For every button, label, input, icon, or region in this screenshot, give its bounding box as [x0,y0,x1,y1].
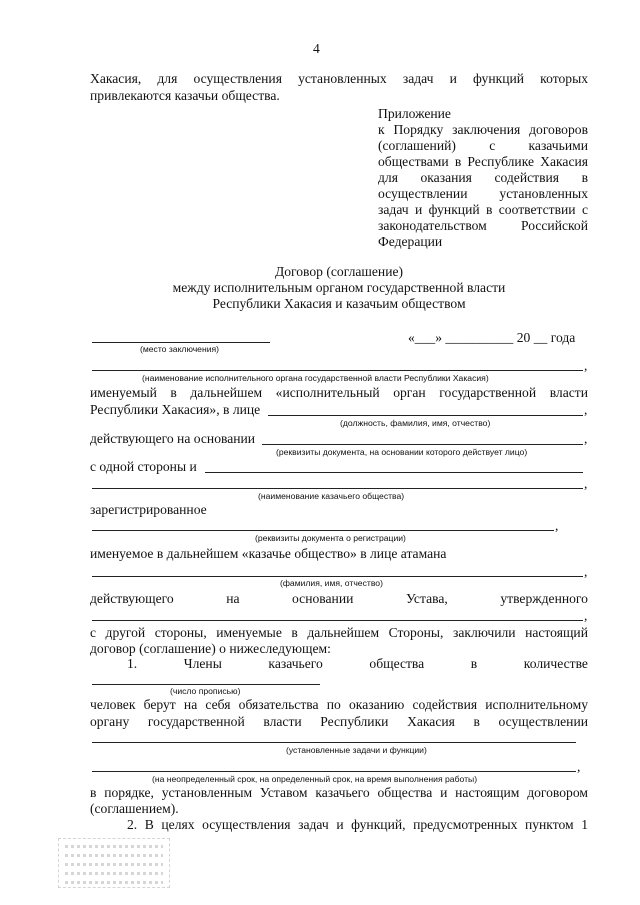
clause-1-line-1: 1. Члены казачьего общества в количестве [127,656,588,671]
one-side-underline [205,472,583,473]
registration-underline [92,530,554,531]
intro-line-2: привлекаются казачьи общества. [90,88,280,103]
appendix-line: осуществлении установленных [378,186,588,201]
caption-requisites: (реквизиты документа, на основании которого действует лицо) [276,447,528,457]
caption-registration: (реквизиты документа о регистрации) [255,533,406,543]
intro-line-1: Хакасия, для осуществления установленных задач и функций которых [90,71,588,86]
term-underline [92,771,576,772]
charter-underline [92,620,583,621]
clause-1-line-2: человек берут на себя обязательства по оказанию содействия исполнительному [90,697,588,712]
page-number: 4 [313,41,320,56]
appendix-line: задач и функций в соответствии с [378,202,588,217]
comma: , [584,358,588,373]
comma: , [577,759,581,774]
appendix-line: законодательством Российской [378,218,588,233]
person-underline [268,415,583,416]
appendix-line: обществами в Республике Хакасия [378,154,588,169]
one-side: с одной стороны и [90,459,197,474]
organ-underline [92,370,583,371]
place-underline [92,342,270,343]
comma: , [584,608,588,623]
comma: , [584,564,588,579]
basis-underline [262,444,583,445]
contract-subtitle-2: Республики Хакасия и казачьим обществом [212,296,466,311]
named-line-1: именуемый в дальнейшем «исполнительный орган государственной власти [90,385,588,400]
other-side-line-1: с другой стороны, именуемые в дальнейшем Стороны, заключили настоящий [90,625,588,640]
appendix-title: Приложение [378,106,451,121]
clause-1-line-4: в порядке, установленным Уставом казачьего общества и настоящим договором [90,785,588,800]
date-field: «___» __________ 20 __ года [408,330,576,345]
count-underline [92,684,320,685]
named-society: именуемое в дальнейшем «казачье общество» в лице атамана [90,546,447,561]
acting-charter-line: действующего на основании Устава, утвержденного [90,591,588,606]
appendix-line: к Порядку заключения договоров [378,122,588,137]
comma: , [584,431,588,446]
caption-place: (место заключения) [140,344,220,354]
comma: , [584,476,588,491]
contract-subtitle-1: между исполнительным органом государственной власти [172,280,506,295]
registration-stamp [58,838,170,888]
caption-tasks: (установленные задачи и функции) [286,745,427,755]
clause-2-line-1: 2. В целях осуществления задач и функций, предусмотренных пунктом 1 [127,817,588,832]
acting-on-basis: действующего на основании [90,431,256,446]
other-side-line-2: договор (соглашение) о нижеследующем: [90,641,331,656]
appendix-line: (соглашений) с казачьими [378,138,588,153]
named-line-2: Республики Хакасия», в лице [90,402,261,417]
ataman-underline [92,576,583,577]
tasks-underline [92,742,576,743]
clause-1-line-5: (соглашением). [90,801,179,816]
caption-fio: (фамилия, имя, отчество) [280,578,383,588]
comma: , [555,518,559,533]
caption-term: (на неопределенный срок, на определенный срок, на время выполнения работы) [152,774,478,784]
society-underline [92,488,583,489]
clause-1-line-3: органу государственной власти Республики Хакасия в осуществлении [90,714,588,729]
caption-organ: (наименование исполнительного органа государственной власти Республики Хакасия) [142,373,489,383]
appendix-line: Федерации [378,234,443,249]
appendix-text [378,122,588,250]
caption-society: (наименование казачьего общества) [258,491,405,501]
comma: , [584,402,588,417]
caption-number: (число прописью) [170,686,241,696]
contract-title: Договор (соглашение) [274,264,404,279]
registered: зарегистрированное [90,502,207,517]
caption-position: (должность, фамилия, имя, отчество) [340,418,491,428]
appendix-line: для оказания содействия в [378,170,588,185]
